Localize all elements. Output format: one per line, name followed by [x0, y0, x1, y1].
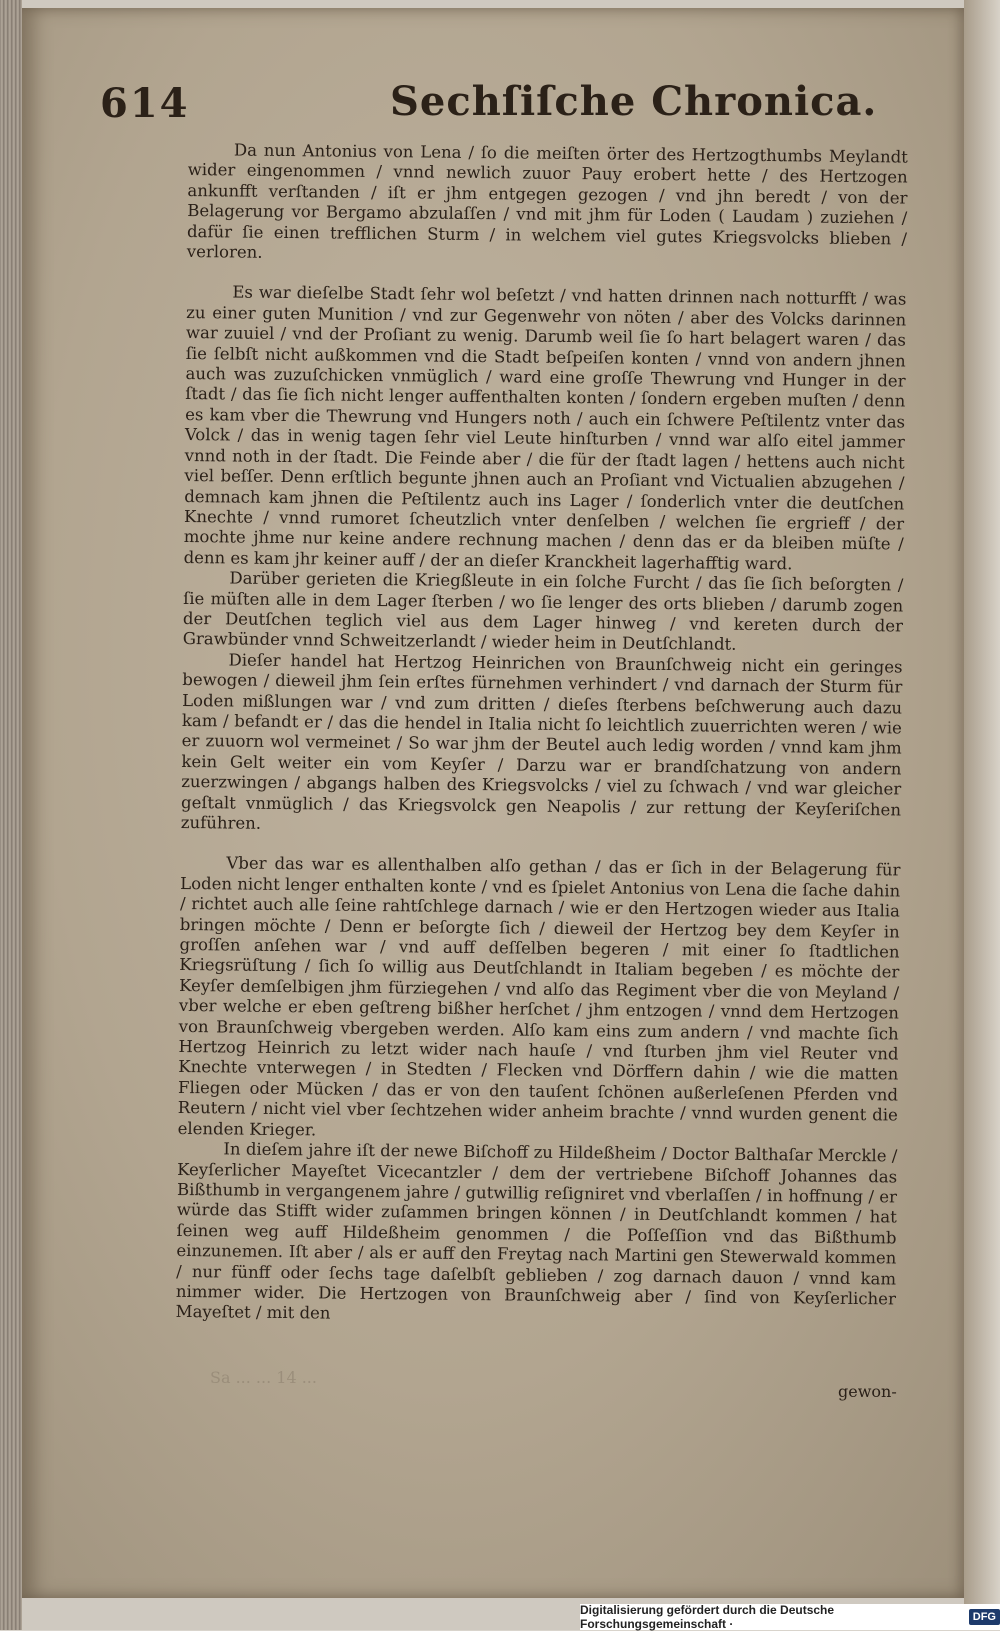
digitization-footer — [580, 1604, 1000, 1630]
paragraph-3: Darüber gerieten die Kriegßleute in ein ſolche Furcht / das ſie ſich beſorgten / ſie müſten alle in dem Lager ſterben / wo ſie lenger des orts blieben / darumb zogen der Deutſchen teglich viel aus dem Lager hinweg / vnd kereten durch der Grawbünder vnnd Schweitzerlandt / wieder heim in Deutſchlandt. — [182, 568, 904, 655]
paragraph-4: Dieſer handel hat Hertzog Heinrichen von Braunſchweig nicht ein geringes bewogen / dieweil jhm ſein erſtes fürnehmen verhindert / vnd darnach der Sturm für Loden mißlungen war / vnd zum dritten / dieſes ſterbens beſchwerung auch dazu kam / befandt er / das die hendel in Italia nicht ſo leichtlich zuuerrichten weren / wie er zuuorn wol vermeinet / So war jhm der Beutel auch ledig worden / vnnd kam jhm kein Gelt weiter ein vom Keyſer / Darzu war er brandſchatzung von andern zuerzwingen / abgangs halben des Kriegsvolcks / viel zu ſchwach / vnd war gleicher geſtalt vnmüglich / das Kriegsvolck gen Neapolis / zur rettung der Keyſeriſchen zuführen. — [180, 650, 903, 833]
catchword: gewon- — [838, 1382, 897, 1401]
paragraph-6: In dieſem jahre iſt der newe Biſchoff zu Hildeßheim / Doctor Balthaſar Merckle / Keyſerlicher Mayeſtet Vicecantzler / dem der vertriebene Biſchoff Johannes das Bißthumb in vergangenem jahre / gutwillig reſigniret vnd vberlaſſen / in hoffnung / er würde das Stifft wider zuſammen bringen können / in Deutſchlandt kommen / hat ſeinen weg auff Hildeßheim genommen / die Poſſeſſion vnd das Bißthumb einzunemen. Iſt aber / als er auff den Freytag nach Martini gen Stewerwald kommen / nur fünff oder ſechs tage daſelbſt geblieben / zog darnach dauon / vnnd kam nimmer wider. Die Hertzogen von Braunſchweig aber / ſind von Keyſerlicher Mayeſtet / mit den — [175, 1139, 898, 1323]
book-edge — [0, 0, 22, 1630]
page-body — [176, 140, 908, 1330]
running-title: Sechſiſche Chronica. — [390, 78, 878, 125]
page-header — [100, 80, 920, 140]
scan-margin — [964, 0, 1000, 1610]
dfg-logo-icon: DFG — [969, 1609, 1000, 1625]
footer-credit: Digitalisierung gefördert durch die Deutsche Forschungsgemeinschaft · — [580, 1603, 835, 1631]
bleed-through-text: Sa ... ... 14 ... — [210, 1368, 317, 1387]
paragraph-1: Da nun Antonius von Lena / ſo die meiſten örter des Hertzogthumbs Meylandt wider eingenommen / vnnd newlich zuuor Pauy erobert hette / des Hertzogen ankunfft verſtanden / iſt er jhm entgegen gezogen / vnd jhn beredt / von der Belagerung vor Bergamo abzulaſſen / vnd mit jhm für Loden ( Laudam ) zuziehen / dafür ſie einen trefflichen Sturm / in welchem viel gutes Kriegsvolcks blieben / verloren. — [186, 140, 908, 262]
page-number: 614 — [100, 80, 190, 127]
paragraph-5: Vber das war es allenthalben alſo gethan / das er ſich in der Belagerung für Loden nicht lenger enthalten konte / vnd es ſpielet Antonius von Lena die ſache dahin / richtet auch alle ſeine rahtſchlege darnach / wie er den Hertzogen wieder aus Italia bringen möchte / Denn er beſorgte ſich / dieweil der Hertzog bey dem Keyſer in groſſen anſehen war / vnd auff deſſelben begeren / mit einer ſo ſtadtlichen Kriegsrüſtung / ſich ſo willig aus Deutſchlandt in Italiam begeben / es möchte der Keyſer demſelbigen jhm fürziegehen / vnd alſo das Regiment vber die von Meyland / vber welche er eben geſtreng bißher herſchet / jhm entzogen / vnnd dem Hertzogen von Braunſchweig vbergeben werden. Alſo kam eins zum andern / vnd machte ſich Hertzog Heinrich zu letzt wider nach hauſe / vnd ſturben jhm viel Reuter vnd Knechte vnterwegen / in Stedten / Flecken vnd Dörffern dahin / wie die matten Fliegen oder Mücken / das er von den tauſent ſchönen außerleſenen Pferden vnd Reutern / nicht viel vber ſechtzehen wider anheim brachte / vnnd wurden genent die elenden Krieger. — [177, 853, 901, 1140]
paragraph-2: Es war dieſelbe Stadt ſehr wol beſetzt / vnd hatten drinnen nach notturfft / was zu einer guten Munition / vnd zur Gegenwehr von nöten / aber des Volcks darinnen war zuuiel / vnd der Proſiant zu wenig. Darumb weil ſie ſo hart belagert waren / das ſie ſelbſt nicht außkommen vnd die Stadt beſpeiſen konten / vnnd von andern jhnen auch was zuzuſchicken vnmüglich / ward eine groſſe Thewrung vnd Hunger in der ſtadt / das ſie ſich nicht lenger auffenthalten konten / ſondern ergeben muſten / denn es kam vber die Thewrung vnd Hungers noth / auch ein ſchwere Peſtilentz vnter das Volck / das in wenig tagen ſehr viel Leute hinſturben / vnnd war alſo eitel jammer vnnd noth in der ſtadt. Die Feinde aber / die für der ſtadt lagen / hettens auch nicht viel beſſer. Denn erſtlich begunte jhnen auch an Proſiant vnd Victualien abzugehen / demnach kam jhnen die Peſtilentz auch ins Lager / ſonderlich vnter die deutſchen Knechte / vnnd rumoret ſcheutzlich vnter denſelben / welchen ſie ergrieff / der mochte jhme nur keine andere rechnung machen / denn das er da bleiben müſte / denn es kam jhr keiner auff / der an dieſer Kranckheit lagerhafftig ward. — [183, 282, 907, 574]
